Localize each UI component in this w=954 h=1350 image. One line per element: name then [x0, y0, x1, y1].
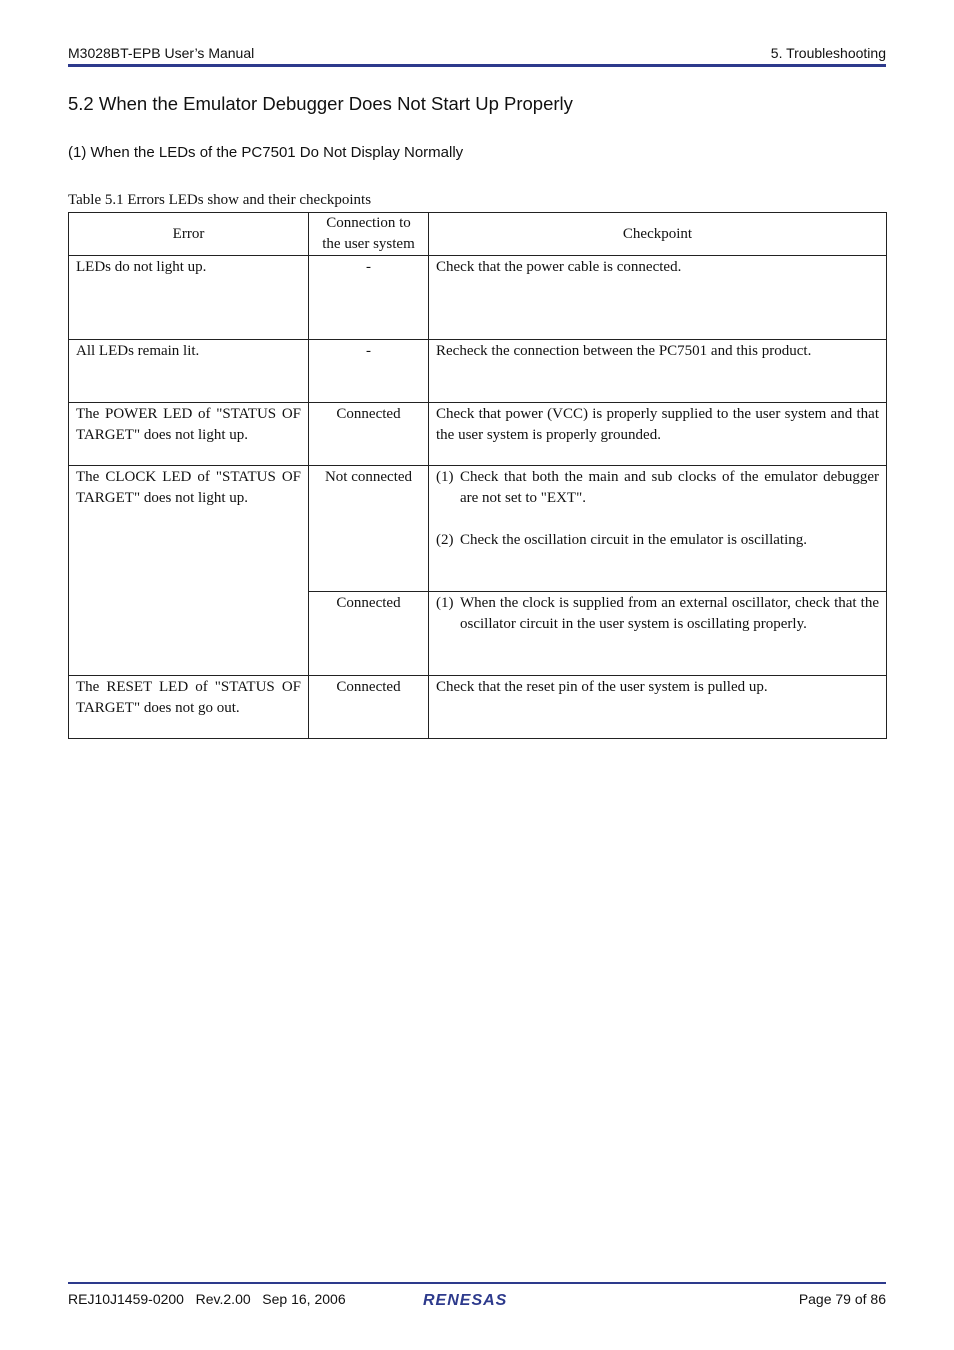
- checkpoint-text: Check that the power cable is connected.: [436, 259, 682, 275]
- item-text: When the clock is supplied from an external oscillator, check that the oscillator circuit in the user system is oscillating properly.: [460, 595, 879, 632]
- checkpoint-item: [436, 467, 879, 509]
- item-number: (2): [436, 532, 454, 548]
- connection-cell: [309, 676, 429, 739]
- checkpoint-cell: [429, 403, 887, 466]
- connection-cell: [309, 256, 429, 340]
- error-cell: [69, 256, 309, 340]
- header-rule: [68, 64, 886, 67]
- checkpoint-item: [436, 530, 879, 551]
- checkpoint-cell: [429, 466, 887, 592]
- section-title: 5.2 When the Emulator Debugger Does Not Start Up Properly: [68, 93, 573, 114]
- error-text: LEDs do not light up.: [76, 259, 207, 275]
- error-text: The RESET LED of "STATUS OF TARGET" does not go out.: [76, 679, 301, 716]
- checkpoint-cell: [429, 676, 887, 739]
- header-connection-line1: Connection to: [326, 215, 411, 231]
- table-caption: Table 5.1 Errors LEDs show and their checkpoints: [68, 192, 372, 208]
- renesas-logo: [421, 1289, 533, 1309]
- checkpoint-cell: [429, 256, 887, 340]
- connection-cell: [309, 592, 429, 676]
- error-cell: [69, 676, 309, 739]
- connection-text: Not connected: [324, 469, 413, 485]
- table-row: [69, 403, 887, 466]
- error-cell: [69, 403, 309, 466]
- table-row: [69, 676, 887, 739]
- chapter-title: 5. Troubleshooting: [770, 45, 886, 61]
- checkpoint-text: Check that power (VCC) is properly supplied to the user system and that the user system is properly grounded.: [436, 406, 879, 443]
- table-row: [69, 340, 887, 403]
- connection-cell: [309, 340, 429, 403]
- manual-title: M3028BT-EPB User’s Manual: [68, 45, 255, 61]
- connection-text: Connected: [336, 595, 401, 611]
- error-text: The POWER LED of "STATUS OF TARGET" does not light up.: [76, 406, 301, 443]
- checkpoint-cell: [429, 592, 887, 676]
- checkpoint-cell: [429, 340, 887, 403]
- error-text: All LEDs remain lit.: [76, 343, 200, 359]
- error-cell: [69, 466, 309, 676]
- header-connection-line2: the user system: [322, 236, 415, 252]
- item-text: Check the oscillation circuit in the emulator is oscillating.: [460, 532, 807, 548]
- connection-text: Connected: [336, 679, 401, 695]
- document-info: REJ10J1459-0200 Rev.2.00 Sep 16, 2006: [68, 1291, 346, 1307]
- table-header-row: [69, 213, 887, 256]
- checkpoint-item: [436, 593, 879, 635]
- checkpoint-text: Check that the reset pin of the user system is pulled up.: [436, 679, 768, 695]
- page-number: Page 79 of 86: [798, 1291, 886, 1307]
- connection-cell: [309, 466, 429, 592]
- header-checkpoint: Checkpoint: [429, 213, 887, 256]
- connection-text: Connected: [336, 406, 401, 422]
- item-number: (1): [436, 469, 454, 485]
- header-connection: [309, 213, 429, 256]
- item-text: Check that both the main and sub clocks of the emulator debugger are not set to "EXT".: [460, 469, 879, 506]
- connection-text: -: [366, 259, 371, 275]
- error-cell: [69, 340, 309, 403]
- error-led-table: [68, 212, 887, 739]
- logo-text: RENESAS: [423, 1292, 508, 1309]
- footer-rule: [68, 1282, 886, 1284]
- subsection-title: (1) When the LEDs of the PC7501 Do Not Display Normally: [68, 144, 464, 161]
- table-row: [69, 256, 887, 340]
- connection-cell: [309, 403, 429, 466]
- checkpoint-text: Recheck the connection between the PC7501 and this product.: [436, 343, 812, 359]
- table-row: [69, 466, 887, 592]
- connection-text: -: [366, 343, 371, 359]
- header-error: Error: [69, 213, 309, 256]
- item-number: (1): [436, 595, 454, 611]
- error-text: The CLOCK LED of "STATUS OF TARGET" does not light up.: [76, 469, 301, 506]
